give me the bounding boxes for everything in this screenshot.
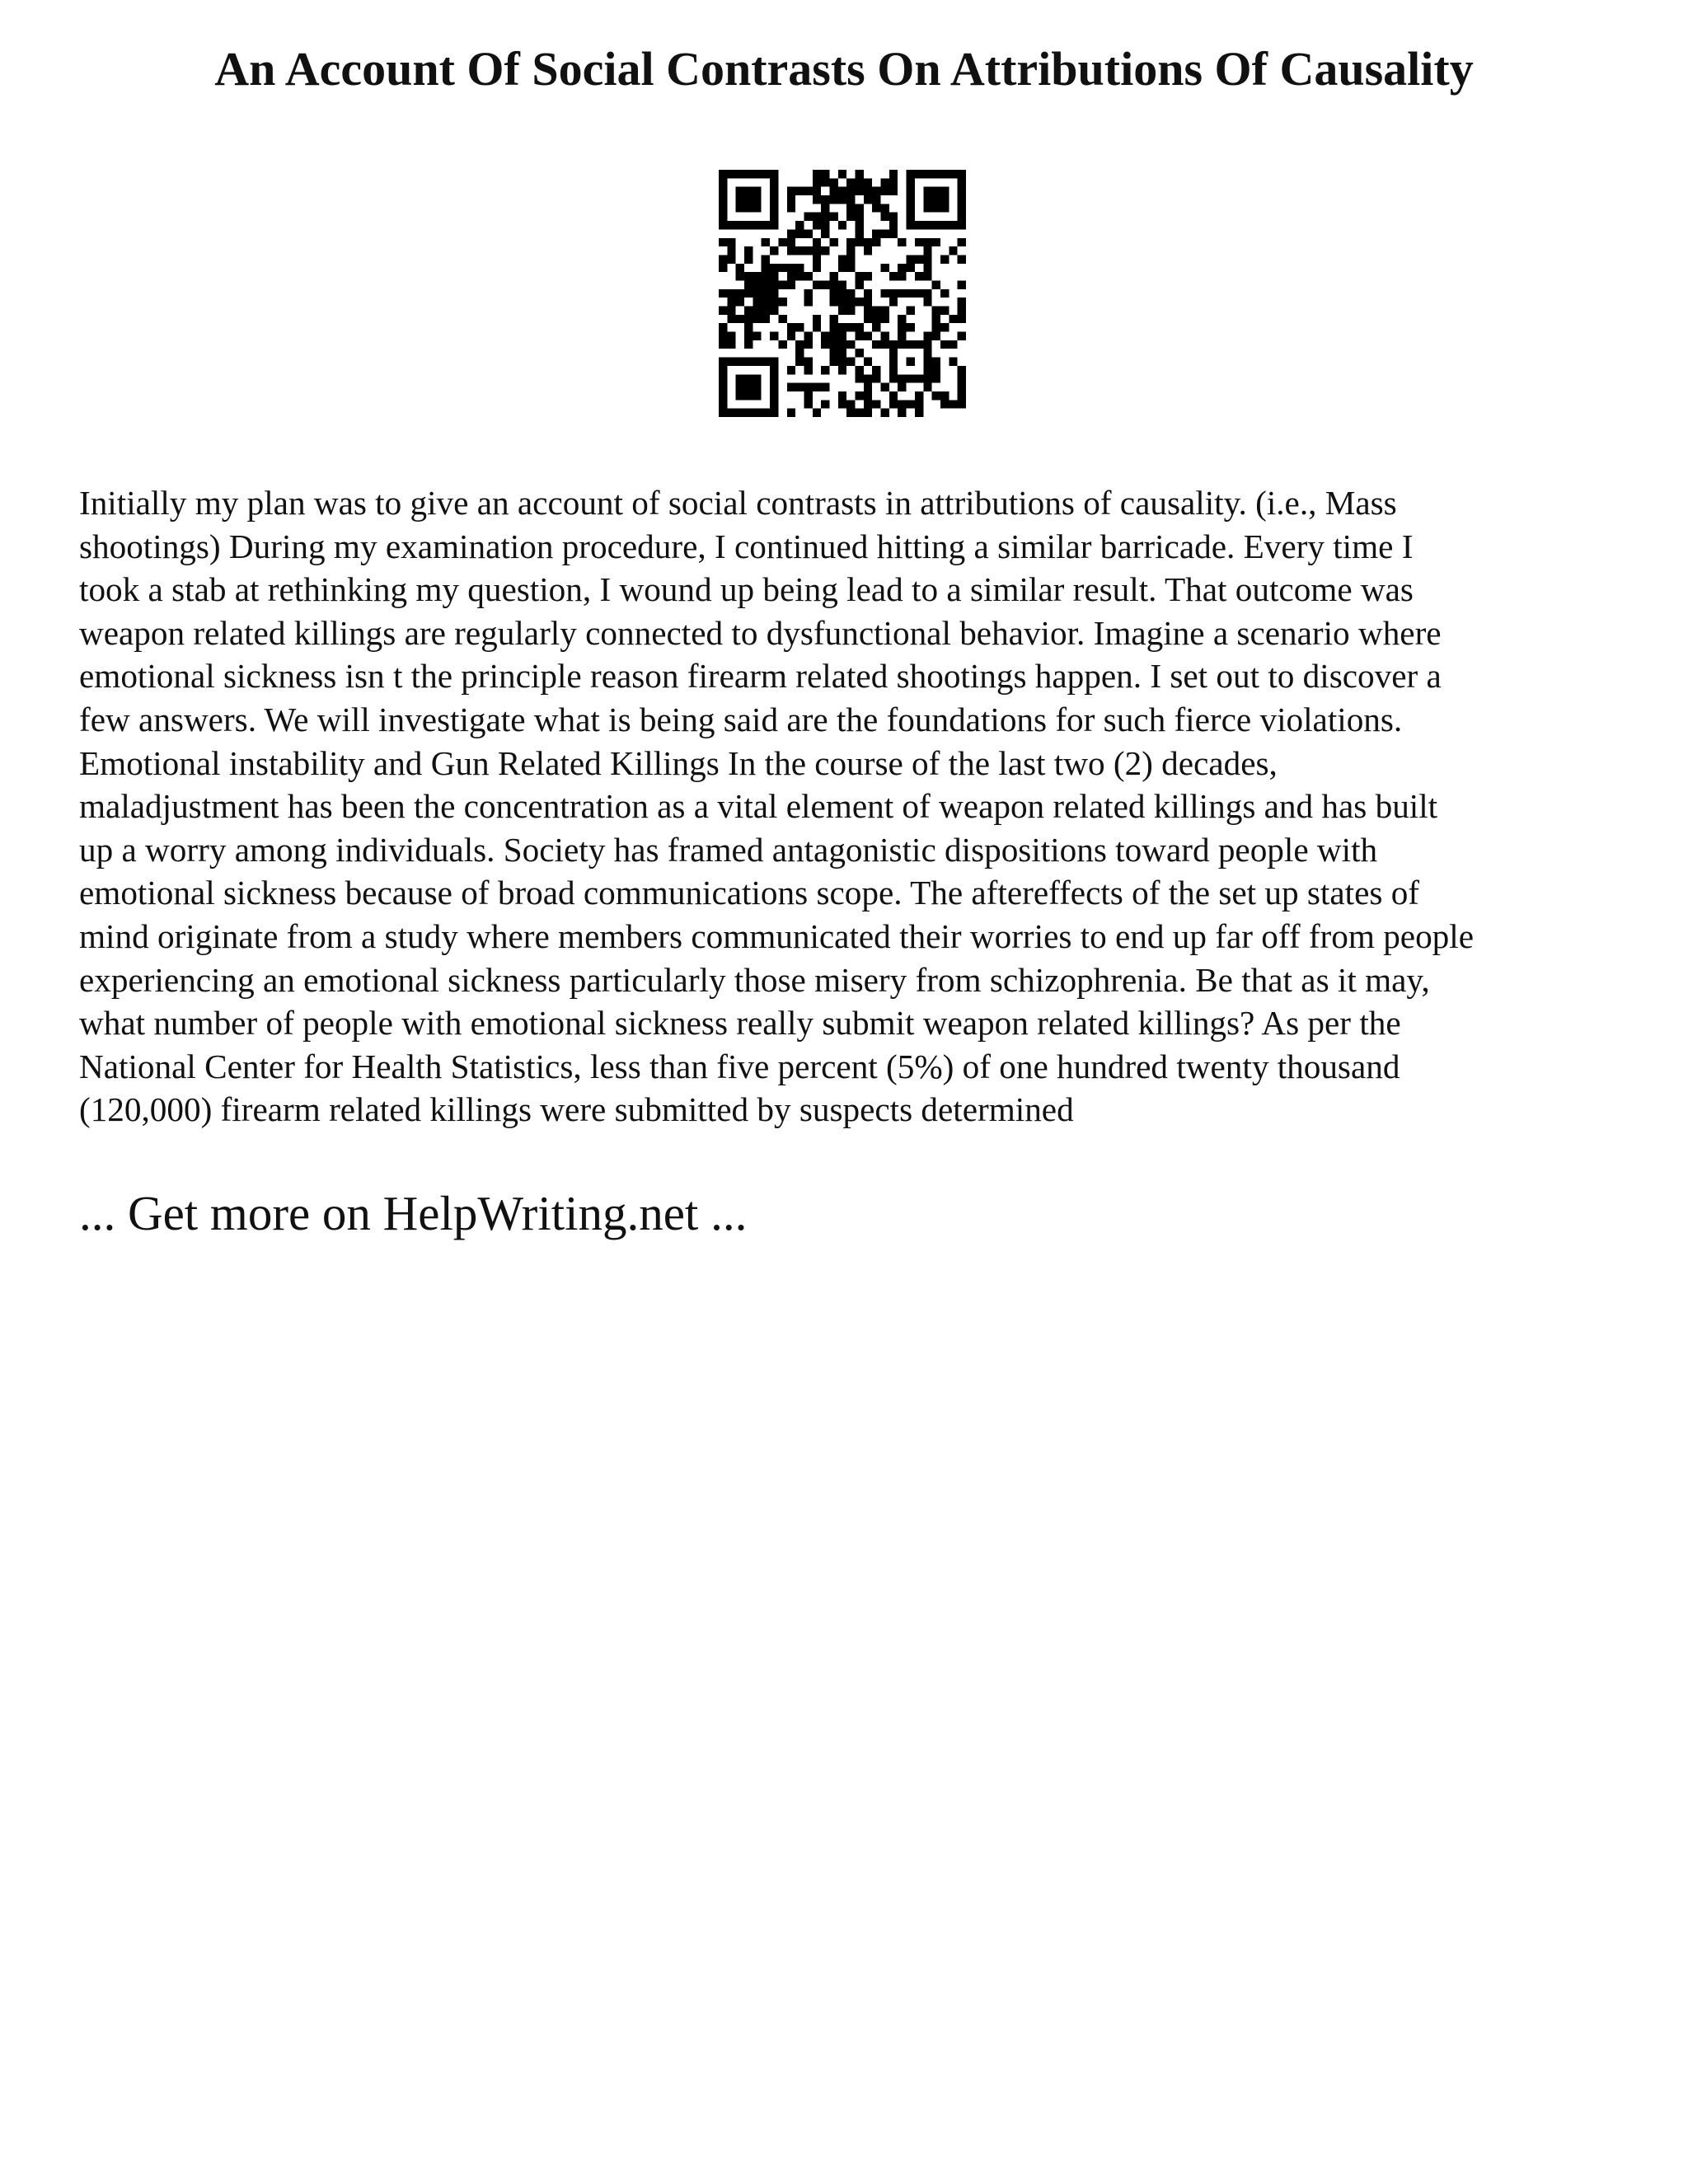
get-more-link[interactable]: ... Get more on HelpWriting.net ... [79, 1186, 748, 1240]
article-body: Initially my plan was to give an account of social contrasts in attributions of causality. (i.e., Mass shootings) During my examination procedure, I continued hitting a similar barricade. Every time I took a stab at rethinking my question, I wound up being lead to a similar result. That outcome was weapon related killings are regularly connected to dysfunctional behavior. Imagine a scenario where emotional sickness isn t the principle reason firearm related shootings happen. I set out to discover a few answers. We will investigate what is being said are the foundations for such fierce violations. Emotional instability and Gun Related Killings In the course of the last two (2) decades, maladjustment has been the concentration as a vital element of weapon related killings and has built up a worry among individuals. Society has framed antagonistic dispositions toward people with emotional sickness because of broad communications scope. The aftereffects of the set up states of mind originate from a study where members communicated their worries to end up far off from people experiencing an emotional sickness particularly those misery from schizophrenia. Be that as it may, what number of people with emotional sickness really submit weapon related killings? As per the National Center for Health Statistics, less than five percent (5%) of one hundred twenty thousand (120,000) firearm related killings were submitted by suspects determined [79, 484, 1474, 1129]
qr-code-icon [719, 170, 966, 417]
page-title: An Account Of Social Contrasts On Attributions Of Causality [214, 42, 1474, 96]
